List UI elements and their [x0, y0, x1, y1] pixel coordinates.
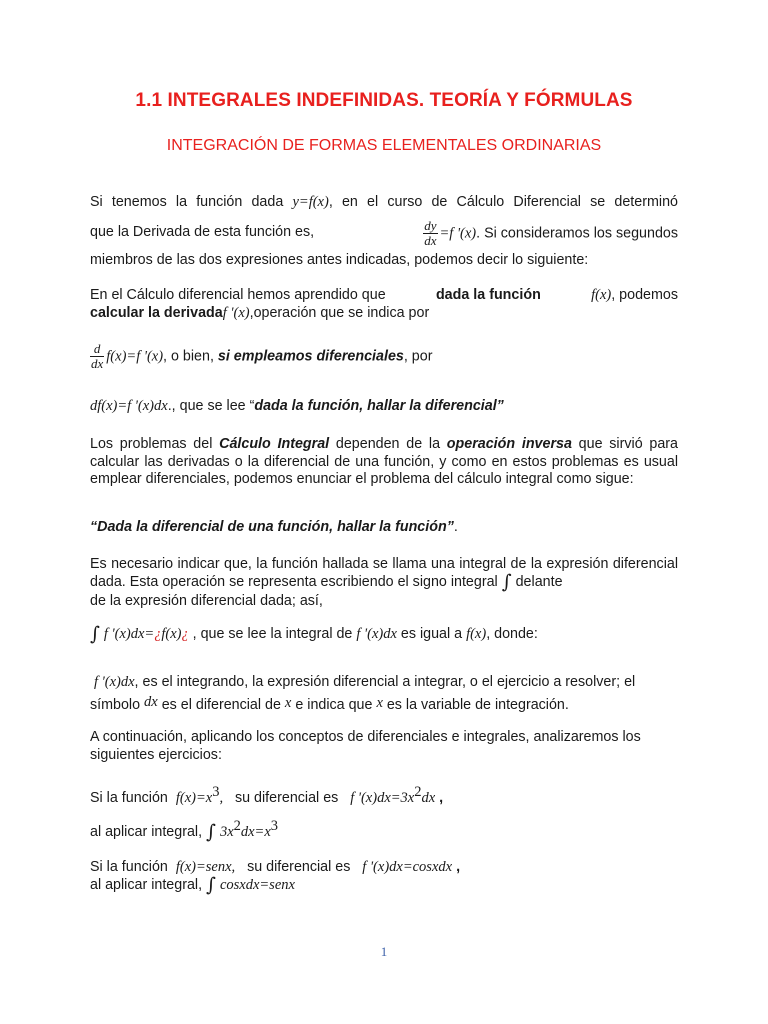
example-1-line-1: Si la función $f(x)=x^3$, su diferencial es f '$(x)dx=3x^2dx$ ,: [90, 784, 444, 806]
paragraph-5: Los problemas del Cálculo Integral dependen de la operación inversa que sirvió para calcular las derivadas o la diferencial de una función, y como en estos problemas es usual emplear diferenciales, podemos enunciar el problema del cálculo integral como sigue:: [90, 436, 679, 487]
paragraph-1-line-1: Si tenemos la función dada y=f(x), en el curso de Cálculo Diferencial se determinó: [90, 194, 678, 210]
paragraph-7: Es necesario indicar que, la función hallada se llama una integral de la expresión diferencial dada. Esta operación se representa escribiendo el signo integral ∫ delante de la expresión diferencial dada; así,: [90, 556, 678, 609]
integral-sign-icon: ∫: [90, 623, 100, 645]
section-subtitle: INTEGRACIÓN DE FORMAS ELEMENTALES ORDINARIAS: [166, 137, 602, 154]
paragraph-9: [90, 672, 678, 715]
math-y-equals-fx: y=f(x): [292, 194, 329, 210]
paragraph-6: “Dada la diferencial de una función, hallar la función”.: [90, 519, 458, 535]
paragraph-7-body: Es necesario indicar que, la función hallada se llama una integral de la expresión diferencial dada. Esta operación se representa escribiendo el signo integral ∫ delante: [90, 556, 678, 593]
paragraph-2-line-2: calcular la derivadaf '(x),operación que se indica por: [90, 304, 430, 321]
paragraph-9-line-2: símbolo dx es el diferencial de x e indica que x es la variable de integración.: [90, 694, 569, 713]
example-1: [90, 784, 678, 842]
paragraph-10: A continuación, aplicando los conceptos de diferenciales e integrales, analizaremos los siguientes ejercicios:: [90, 729, 641, 763]
page-number: 1: [380, 944, 388, 959]
paragraph-2: [90, 287, 678, 322]
paragraph-1-line-3: miembros de las dos expresiones antes indicadas, podemos decir lo siguiente:: [90, 252, 589, 268]
example-2-line-1: Si la función f(x)=senx, su diferencial es f '(x)dx=cosxdx ,: [90, 859, 461, 875]
integral-sign-icon: ∫: [206, 821, 216, 844]
paragraph-3: $\frac{d}{dx}$ f(x)=f '(x), o bien, si empleamos diferenciales, por: [91, 341, 433, 371]
page-title: 1.1 INTEGRALES INDEFINIDAS. TEORÍA Y FÓRMULAS: [135, 90, 633, 111]
example-2-line-2: al aplicar integral, ∫ cosxdx=senx: [90, 873, 295, 896]
paragraph-2-line-1: En el Cálculo diferencial hemos aprendido que dada la función f(x), podemos: [90, 287, 678, 303]
paragraph-1-line-2: que la Derivada de esta función es, $\frac{dy}{dx}$ =f '(x). Si consideramos los segundos: [90, 217, 678, 248]
fraction-d-dx: $\frac{d}{dx}$: [91, 341, 104, 371]
fraction-dy-dx: $\frac{dy}{dx}$: [424, 217, 437, 248]
paragraph-9-line-1: f '(x)dx, es el integrando, la expresión diferencial a integrar, o el ejercicio a resolver; el: [94, 674, 636, 690]
paragraph-4: df(x)=f '(x)dx., que se lee “dada la función, hallar la diferencial”: [90, 398, 504, 414]
paragraph-8: ∫ f '(x)dx=¿f(x)¿ , que se lee la integral de f '(x)dx es igual a f(x), donde:: [90, 623, 538, 645]
paragraph-1: [90, 194, 678, 270]
integral-sign-icon: ∫: [206, 873, 216, 896]
example-1-line-2: al aplicar integral, ∫ $3x^2dx=x^3$: [90, 818, 279, 844]
example-2: [90, 859, 678, 894]
integral-sign-icon: ∫: [501, 570, 512, 593]
